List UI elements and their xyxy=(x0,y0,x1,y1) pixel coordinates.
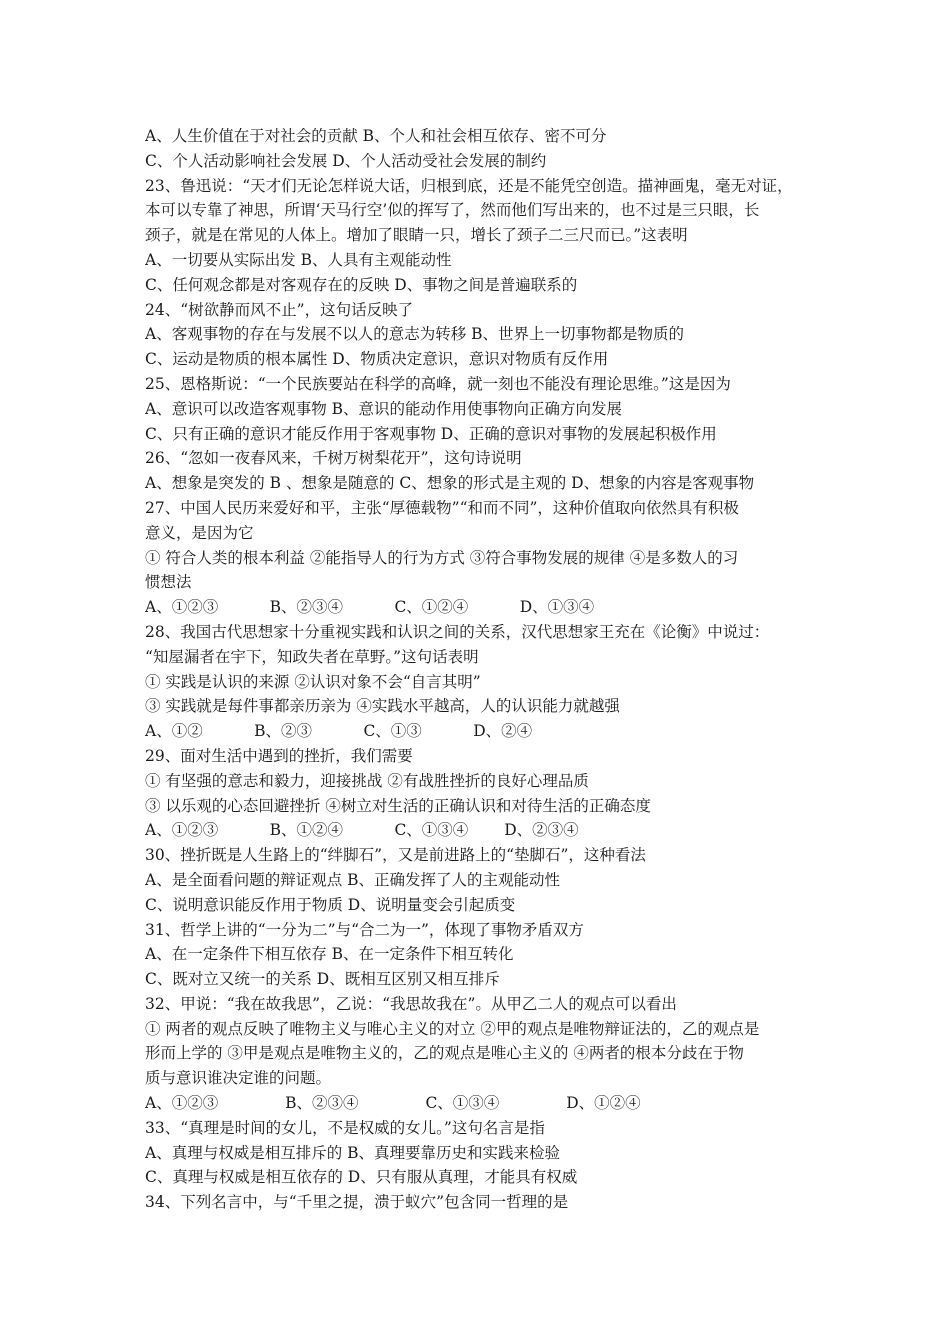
text-line: C、个人活动影响社会发展 D、个人活动受社会发展的制约 xyxy=(145,151,547,170)
text-line: A、客观事物的存在与发展不以人的意志为转移 B、世界上一切事物都是物质的 xyxy=(145,325,685,344)
text-line: ① 实践是认识的来源 ②认识对象不会“自言其明” xyxy=(145,672,481,691)
text-line: 意义，是因为它 xyxy=(145,523,254,542)
text-line: C、既对立又统一的关系 D、既相互区别又相互排斥 xyxy=(145,970,500,989)
text-line: A、想象是突发的 B 、想象是随意的 C、想象的形式是主观的 D、想象的内容是客观事物 xyxy=(145,474,755,493)
text-line: A、①②③ B、①②④ C、①③④ D、②③④ xyxy=(145,821,579,840)
document-page xyxy=(145,124,810,1215)
text-line: ③ 以乐观的心态回避挫折 ④树立对生活的正确认识和对待生活的正确态度 xyxy=(145,796,651,815)
text-line: 27、中国人民历来爱好和平，主张“厚德载物”“和而不同”，这种价值取向依然具有积极 xyxy=(145,498,739,517)
text-line: 30、挫折既是人生路上的“绊脚石”，又是前进路上的“垫脚石”，这种看法 xyxy=(145,846,646,865)
text-line: C、真理与权威是相互依存的 D、只有服从真理，才能具有权威 xyxy=(145,1168,578,1187)
text-line: ① 两者的观点反映了唯物主义与唯心主义的对立 ②甲的观点是唯物辩证法的，乙的观点是 xyxy=(145,1019,760,1038)
text-line: C、运动是物质的根本属性 D、物质决定意识，意识对物质有反作用 xyxy=(145,350,609,369)
text-line: A、人生价值在于对社会的贡献 B、个人和社会相互依存、密不可分 xyxy=(145,127,607,145)
text-line: 颈子，就是在常见的人体上。增加了眼睛一只，增长了颈子二三尺而已。”这表明 xyxy=(145,226,688,245)
text-line: 31、哲学上讲的“一分为二”与“合二为一”，体现了事物矛盾双方 xyxy=(145,920,584,939)
text-line: A、一切要从实际出发 B、人具有主观能动性 xyxy=(145,250,452,269)
text-line: C、任何观念都是对客观存在的反映 D、事物之间是普遍联系的 xyxy=(145,275,578,294)
text-line: 23、鲁迅说：“天才们无论怎样说大话，归根到底，还是不能凭空创造。描神画鬼，毫无对证， xyxy=(145,176,793,195)
text-line: 32、甲说：“我在故我思”，乙说：“我思故我在”。从甲乙二人的观点可以看出 xyxy=(145,994,677,1013)
text-line: “知屋漏者在宇下，知政失者在草野。”这句话表明 xyxy=(145,647,479,666)
text-line: 形而上学的 ③甲是观点是唯物主义的，乙的观点是唯心主义的 ④两者的根本分歧在于物 xyxy=(145,1044,744,1063)
text-line: ① 符合人类的根本利益 ②能指导人的行为方式 ③符合事物发展的规律 ④是多数人的习 xyxy=(145,548,739,567)
text-line: A、真理与权威是相互排斥的 B、真理要靠历史和实践来检验 xyxy=(145,1143,561,1162)
text-line: 25、恩格斯说：“一个民族要站在科学的高峰，就一刻也不能没有理论思维。”这是因为 xyxy=(145,374,731,393)
text-line: 本可以专靠了神思，所谓‘天马行空’似的挥写了，然而他们写出来的，也不过是三只眼，长 xyxy=(145,201,760,220)
text-line: C、说明意识能反作用于物质 D、说明量变会引起质变 xyxy=(145,895,516,914)
text-line: 惯想法 xyxy=(145,573,192,592)
text-line: ③ 实践就是每件事都亲历亲为 ④实践水平越高，人的认识能力就越强 xyxy=(145,697,620,716)
text-line: 质与意识谁决定谁的问题。 xyxy=(145,1069,332,1088)
text-line: A、是全面看问题的辩证观点 B、正确发挥了人的主观能动性 xyxy=(145,870,561,889)
text-line: A、①② B、②③ C、①③ D、②④ xyxy=(145,722,533,741)
text-line: ① 有坚强的意志和毅力，迎接挑战 ②有战胜挫折的良好心理品质 xyxy=(145,771,589,790)
text-line: 33、“真理是时间的女儿，不是权威的女儿。”这句名言是指 xyxy=(145,1118,545,1137)
text-line: 24、“树欲静而风不止”，这句话反映了 xyxy=(145,300,414,319)
text-line: 28、我国古代思想家十分重视实践和认识之间的关系，汉代思想家王充在《论衡》中说过： xyxy=(145,622,770,641)
text-line: 34、下列名言中，与“千里之提，溃于蚁穴”包含同一哲理的是 xyxy=(145,1193,569,1212)
text-line: A、意识可以改造客观事物 B、意识的能动作用使事物向正确方向发展 xyxy=(145,399,623,418)
text-line: A、①②③ B、②③④ C、①②④ D、①③④ xyxy=(145,598,595,617)
text-line: 29、面对生活中遇到的挫折，我们需要 xyxy=(145,746,413,765)
text-line: A、在一定条件下相互依存 B、在一定条件下相互转化 xyxy=(145,945,514,964)
text-line: A、①②③ B、②③④ C、①③④ D、①②④ xyxy=(145,1094,641,1113)
text-line: 26、“忽如一夜春风来，千树万树梨花开”，这句诗说明 xyxy=(145,449,522,468)
text-line: C、只有正确的意识才能反作用于客观事物 D、正确的意识对事物的发展起积极作用 xyxy=(145,424,717,443)
